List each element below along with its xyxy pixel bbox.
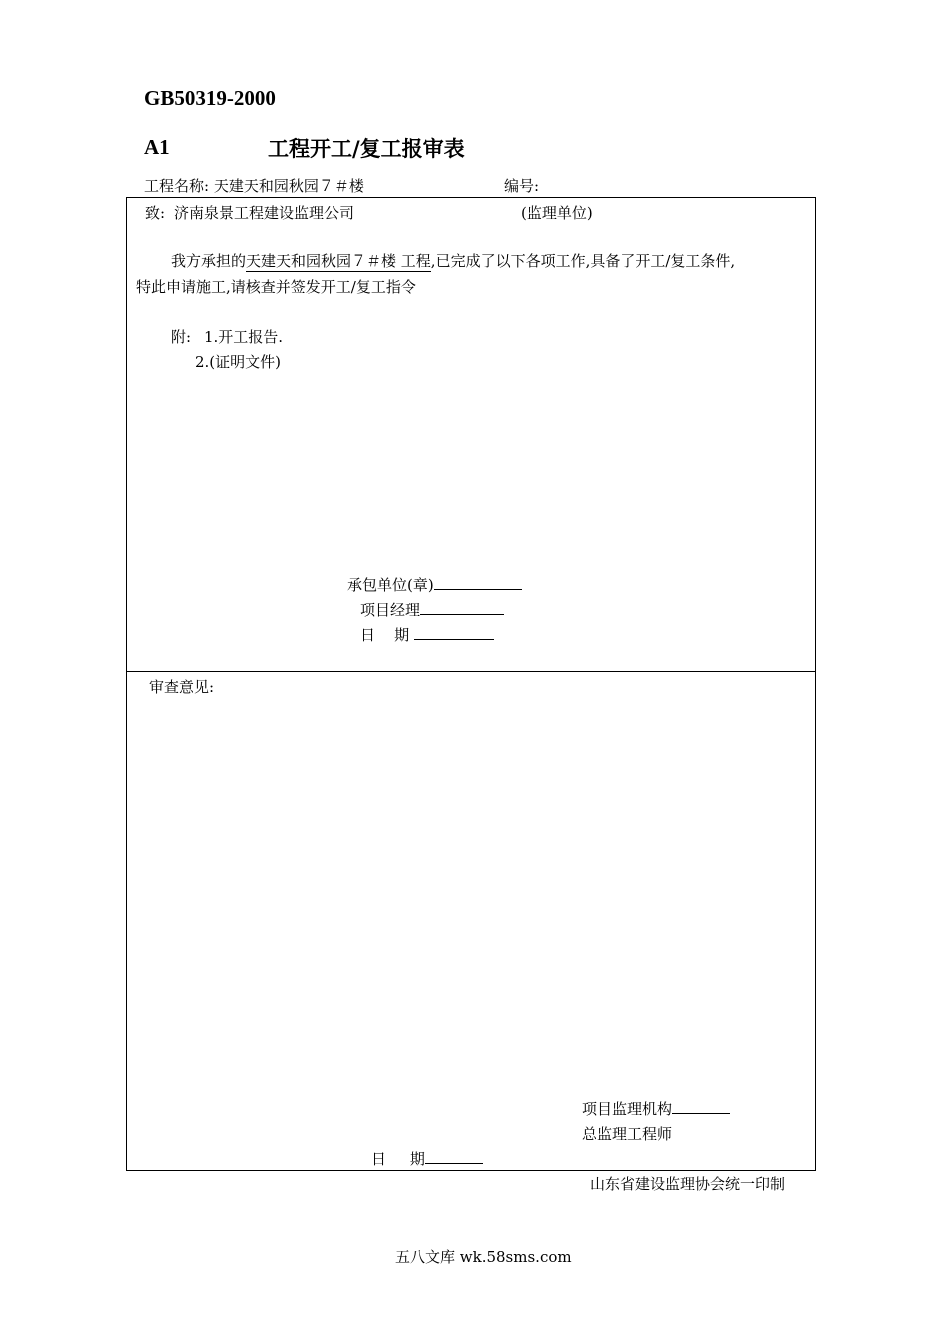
project-name-label: 工程名称: 天建天和园秋园７＃楼 — [144, 177, 364, 195]
date-label: 日 期 — [360, 626, 410, 644]
body-line-1 — [171, 250, 735, 272]
addressee-prefix: 致: — [145, 204, 166, 222]
printer-note: 山东省建设监理协会统一印制 — [590, 1175, 786, 1193]
review-opinion-label: 审查意见: — [149, 678, 215, 696]
manager-blank — [420, 614, 504, 615]
form-code: A1 — [144, 135, 170, 159]
review-date-line — [371, 1148, 483, 1169]
manager-signature-line — [360, 599, 504, 620]
site-watermark: 五八文库 wk.58sms.com — [395, 1248, 572, 1266]
agency-signature-line — [582, 1098, 730, 1119]
body-project-underlined: 天建天和园秋园７＃楼 工程 — [246, 252, 431, 270]
standard-code: GB50319-2000 — [144, 86, 276, 110]
body-rest: ,已完成了以下各项工作,具备了开工/复工条件, — [430, 252, 736, 270]
agency-blank — [672, 1113, 730, 1114]
body-line-2: 特此申请施工,请核查并签发开工/复工指令 — [136, 278, 416, 296]
manager-label: 项目经理 — [360, 601, 421, 619]
addressee-suffix: (监理单位) — [521, 204, 593, 222]
chief-engineer-label: 总监理工程师 — [582, 1125, 673, 1143]
addressee-company: 济南泉景工程建设监理公司 — [174, 204, 355, 222]
attachment-label: 附: — [171, 328, 192, 346]
application-section — [126, 197, 816, 672]
contractor-blank — [434, 589, 522, 590]
review-date-label: 日 期 — [371, 1150, 425, 1168]
date-blank — [414, 639, 494, 640]
review-section — [126, 671, 816, 1171]
form-title: 工程开工/复工报审表 — [268, 136, 465, 161]
contractor-signature-line — [347, 574, 522, 595]
attachment-item-2: 2.(证明文件) — [195, 353, 282, 371]
agency-label: 项目监理机构 — [582, 1100, 673, 1118]
attachment-item-1: 1.开工报告. — [204, 328, 284, 346]
number-label: 编号: — [504, 177, 540, 195]
contractor-label: 承包单位(章) — [347, 576, 434, 594]
body-lead: 我方承担的 — [171, 252, 247, 270]
review-date-blank — [425, 1163, 483, 1164]
date-signature-line — [360, 624, 494, 645]
